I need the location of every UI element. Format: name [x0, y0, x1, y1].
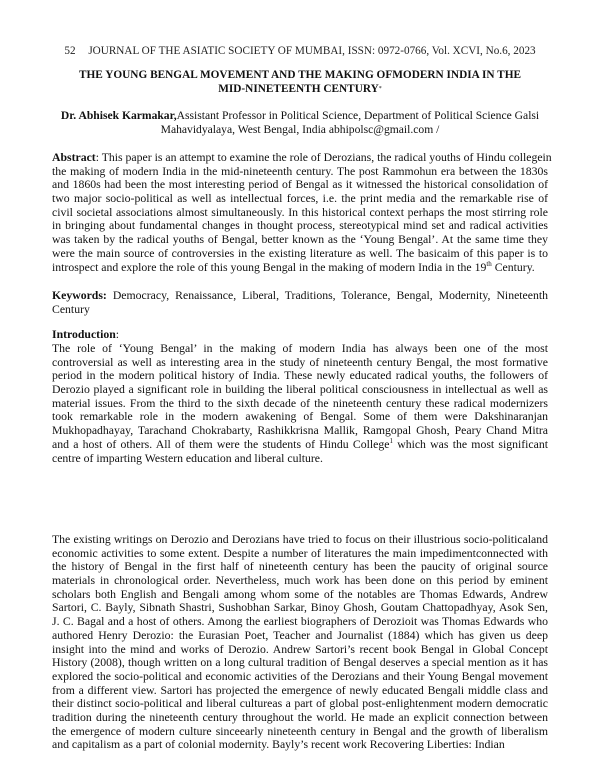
text-line [52, 615, 548, 629]
text-line [52, 178, 548, 192]
line-text: the history of Bengal in the first half of nineteenth century has been the paucity of original source [52, 560, 548, 574]
text-line [52, 601, 548, 615]
line-text: : This paper is an attempt to examine the role of Derozians, the radical youths of Hindu collegein [95, 151, 552, 164]
introduction-paragraph-1 [52, 342, 548, 465]
running-header [0, 45, 600, 57]
introduction-heading-text: Introduction [52, 328, 116, 341]
text-line [52, 656, 548, 670]
author-line-1 [50, 109, 550, 123]
text-line [52, 424, 548, 438]
text-line [52, 711, 548, 725]
keywords [52, 289, 548, 316]
text-line [52, 438, 548, 452]
text-line [52, 261, 548, 275]
text-line [52, 643, 548, 657]
line-text: Democracy, Renaissance, Liberal, Traditions, Tolerance, Bengal, Modernity, Nineteenth [106, 289, 548, 302]
line-text: scholars both English and Bengali among whom some of the notables are Thomas Edwards, Andrew [52, 587, 548, 601]
text-line [52, 356, 548, 370]
text-line [52, 247, 548, 261]
title-line-2 [40, 83, 560, 97]
line-text: two major socio-political as well as intellectual forces, i.e. the print media and the remarkable rise of [52, 192, 548, 206]
text-line [52, 303, 548, 317]
text-line [52, 151, 552, 165]
section-label: Abstract [52, 151, 96, 164]
author-name: Dr. Abhisek Karmakar, [60, 109, 177, 122]
line-text: the emergence of modern culture sinceearly nineteenth century in Bengal and the growth of liberalism [52, 724, 548, 738]
abstract [52, 151, 552, 274]
title-footnote-mark[interactable]: * [378, 85, 382, 92]
line-text: material issues. From the third to the sixth decade of the nineteenth century these radical modernizers [52, 396, 548, 410]
text-line [52, 219, 548, 233]
line-text: period in the modern political history of India. These newly educated radical youths, the followers of [52, 369, 548, 383]
title-line-1: THE YOUNG BENGAL MOVEMENT AND THE MAKING OFMODERN INDIA IN THE [78, 69, 522, 81]
author-affiliation [50, 109, 550, 137]
text-line [52, 342, 548, 356]
line-text: centre of imparting Western education and liberal culture. [52, 451, 323, 465]
text-line [52, 533, 548, 547]
title-line-2-text: MID-NINETEENTH CENTURY [218, 82, 379, 95]
line-text: took remarkable role in the modern awakening of Bengal. Some of them were Dakshinaranjan [52, 410, 548, 424]
line-text: J. C. Bagal and a host of others. Among the earliest biographers of Derozioit was Thomas Edwards who [52, 615, 548, 629]
text-line [52, 192, 548, 206]
line-text: introspect and explore the role of this young Bengal in the making of modern India in the 19 [52, 260, 487, 274]
introduction-paragraph-2 [52, 533, 548, 752]
line-text: The role of ‘Young Bengal’ in the making of modern India has always been one of the most [52, 342, 548, 355]
line-text: and capitalism as a part of colonial modernity. Bayly’s recent work Recovering Liberties: Indian [52, 738, 505, 752]
line-text: History (2008), though written on a long cultural tradition of Bengal deserves a special mention as it has [52, 656, 548, 670]
text-line [52, 165, 548, 179]
text-line [52, 233, 548, 247]
line-text: Century [52, 302, 90, 316]
text-line [52, 547, 548, 561]
line-text: Derozio played a significant role in building the liberal political consciousness in intellectual as well as [52, 383, 548, 397]
line-text: explored the socio-political and economic activities of the Derozians and their Young Bengal movement [52, 669, 548, 683]
line-text: insight into the mind and works of Derozio. Andrew Sartori’s recent book Bengal in Global Concept [52, 642, 548, 656]
superscript: th [486, 259, 492, 268]
line-text: in bringing about fundamental changes in thought process, stereotypical mind set and radical activities [52, 219, 548, 233]
line-text: civil societal associations almost simultaneously. In this historical context perhaps the most stirring role [52, 205, 548, 219]
text-line [52, 697, 548, 711]
page-number: 52 [64, 45, 76, 57]
line-text: their distinct socio-political and liberal cultureas a part of global post-enlightenment modern democratic [52, 697, 548, 711]
line-text: economic activities to some extent. Despite a number of literatures the main impedimentconnected with [52, 546, 548, 560]
line-text: and a host of others. All of them were the students of Hindu College [52, 437, 390, 451]
line-text: tradition during the nineteenth century throughout the world. He made an explicit connection between [52, 710, 548, 724]
line-text: the making of modern India in the mid-nineteenth century. The post Rammohun era between the 1830s [52, 164, 548, 178]
line-text: controversial as well as interesting area in the study of nineteenth century Bengal, the most formative [52, 355, 548, 369]
text-line [52, 369, 548, 383]
line-text: and 1860s had been the most interesting period of Bengal as it witnessed the historical consolidation of [52, 178, 548, 192]
line-text: Century. [491, 260, 535, 274]
article-title [40, 69, 560, 96]
line-text: from a different view. Sartori has projected the emergence of newly educated Bengali middle class and [52, 683, 548, 697]
journal-citation: JOURNAL OF THE ASIATIC SOCIETY OF MUMBAI, ISSN: 0972-0766, Vol. XCVI, No.6, 2023 [88, 45, 536, 57]
text-line [52, 725, 548, 739]
text-line [52, 410, 548, 424]
text-line [52, 684, 548, 698]
introduction-heading [52, 328, 548, 342]
text-line [52, 383, 548, 397]
author-position: Assistant Professor in Political Science, Department of Political Science Galsi [176, 109, 540, 122]
text-line [52, 670, 548, 684]
text-line [52, 738, 548, 752]
line-text: was taken by the radical youths of Bengal, better known as the ‘Young Bengal’. At the same time they [52, 233, 548, 247]
text-line [52, 560, 548, 574]
author-line-2: Mahavidyalaya, West Bengal, India abhipolsc@gmail.com / [160, 123, 440, 136]
line-text: Sartori, C. Bayly, Sibnath Shastri, Sushobhan Sarkar, Binoy Ghosh, Goutam Chattopadhyay, Asok Sen, [52, 601, 548, 615]
line-text: The existing writings on Derozio and Derozians have tried to focus on their illustrious socio-politicaland [52, 533, 548, 546]
text-line [52, 206, 548, 220]
line-text: were the main source of controversies in the existing literature as well. The basicaim of this paper is to [52, 246, 548, 260]
line-text: materials in chronological order. Nevertheless, much work has been done on this period by eminent [52, 574, 548, 588]
text-line [52, 452, 548, 466]
line-text: which was the most significant [392, 437, 548, 451]
line-text: Mukhopadhayay, Tarachand Chokrabarty, Rashikkrisna Mallik, Ramgopal Ghosh, Peary Chand Mitra [52, 424, 548, 438]
text-line [52, 588, 548, 602]
heading-colon: : [115, 328, 120, 341]
text-line [52, 574, 548, 588]
line-text: authored Henry Derozio: the Eurasian Poet, Teacher and Journalist (1884) which has given us deep [52, 628, 548, 642]
text-line [52, 629, 548, 643]
footnote-ref[interactable]: 1 [389, 436, 393, 445]
section-label: Keywords: [52, 289, 107, 302]
text-line [52, 289, 548, 303]
text-line [52, 397, 548, 411]
